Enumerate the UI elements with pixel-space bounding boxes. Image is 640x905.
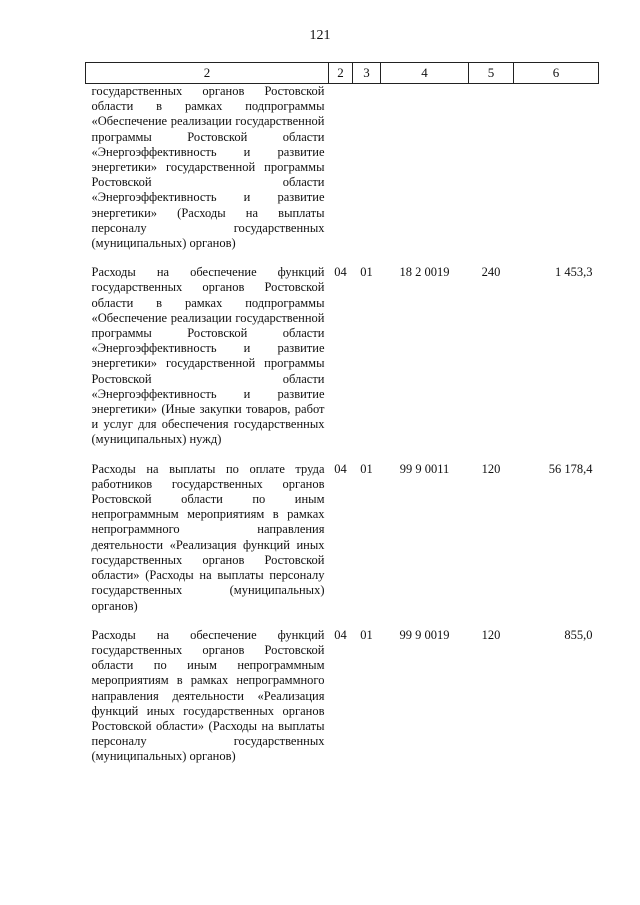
row-subsection: 01 [360, 461, 373, 476]
row-subsection [353, 84, 381, 266]
row-target-article: 18 2 0019 [399, 265, 450, 280]
table-row [86, 462, 599, 628]
header-col-target-article: 4 [381, 63, 469, 84]
row-amount: 855,0 [564, 627, 593, 642]
row-section: 04 [334, 461, 347, 476]
page-number: 121 [309, 28, 331, 43]
row-description: государственных органов Ростовской области в рамках подпрограммы «Обеспечение реализации государственной программы Ростовской области «Энергоэффективность и развитие энергетики» государственной программы Ростовской области «Энергоэффективность и развитие энергетики» (Расходы на выплаты персоналу государственных (муниципальных) органов) [91, 84, 325, 251]
budget-table [85, 62, 599, 779]
row-section [329, 84, 353, 266]
row-expense-type: 120 [481, 627, 501, 642]
row-target-article [381, 84, 469, 266]
header-col-subsection: 3 [353, 63, 381, 84]
row-amount [514, 84, 599, 266]
table-row [86, 84, 599, 266]
table-header-row [86, 63, 599, 84]
row-description: Расходы на обеспечение функций государственных органов Ростовской области по иным непрограммным мероприятиям в рамках непрограммного направления деятельности «Реализация функций иных государственных органов Ростовской области» (Расходы на выплаты персоналу государственных (муниципальных) органов) [91, 627, 325, 764]
table-row [86, 628, 599, 779]
row-target-article: 99 9 0011 [399, 461, 450, 476]
row-section: 04 [334, 265, 347, 280]
row-amount: 1 453,3 [555, 265, 593, 280]
row-subsection: 01 [360, 265, 373, 280]
row-expense-type [469, 84, 514, 266]
row-amount: 56 178,4 [548, 461, 593, 476]
row-description: Расходы на обеспечение функций государственных органов Ростовской области в рамках подпрограммы «Обеспечение реализации государственной программы Ростовской области «Энергоэффективность и развитие энергетики» государственной программы Ростовской области «Энергоэффективность и развитие энергетики» (Иные закупки товаров, работ и услуг для обеспечения государственных (муниципальных) нужд) [91, 265, 325, 447]
table-row [86, 265, 599, 461]
row-target-article: 99 9 0019 [399, 627, 450, 642]
row-section: 04 [334, 627, 347, 642]
row-expense-type: 120 [481, 461, 501, 476]
header-col-expense-type: 5 [469, 63, 514, 84]
row-description: Расходы на выплаты по оплате труда работников государственных органов Ростовской области по иным непрограммным мероприятиям в рамках непрограммного направления деятельности «Реализация функций иных государственных органов Ростовской области» (Расходы на выплаты персоналу государственных (муниципальных) органов) [91, 461, 325, 613]
header-col-section: 2 [329, 63, 353, 84]
header-col-description: 2 [86, 63, 329, 84]
row-expense-type: 240 [481, 265, 501, 280]
row-subsection: 01 [360, 627, 373, 642]
header-col-amount: 6 [514, 63, 599, 84]
